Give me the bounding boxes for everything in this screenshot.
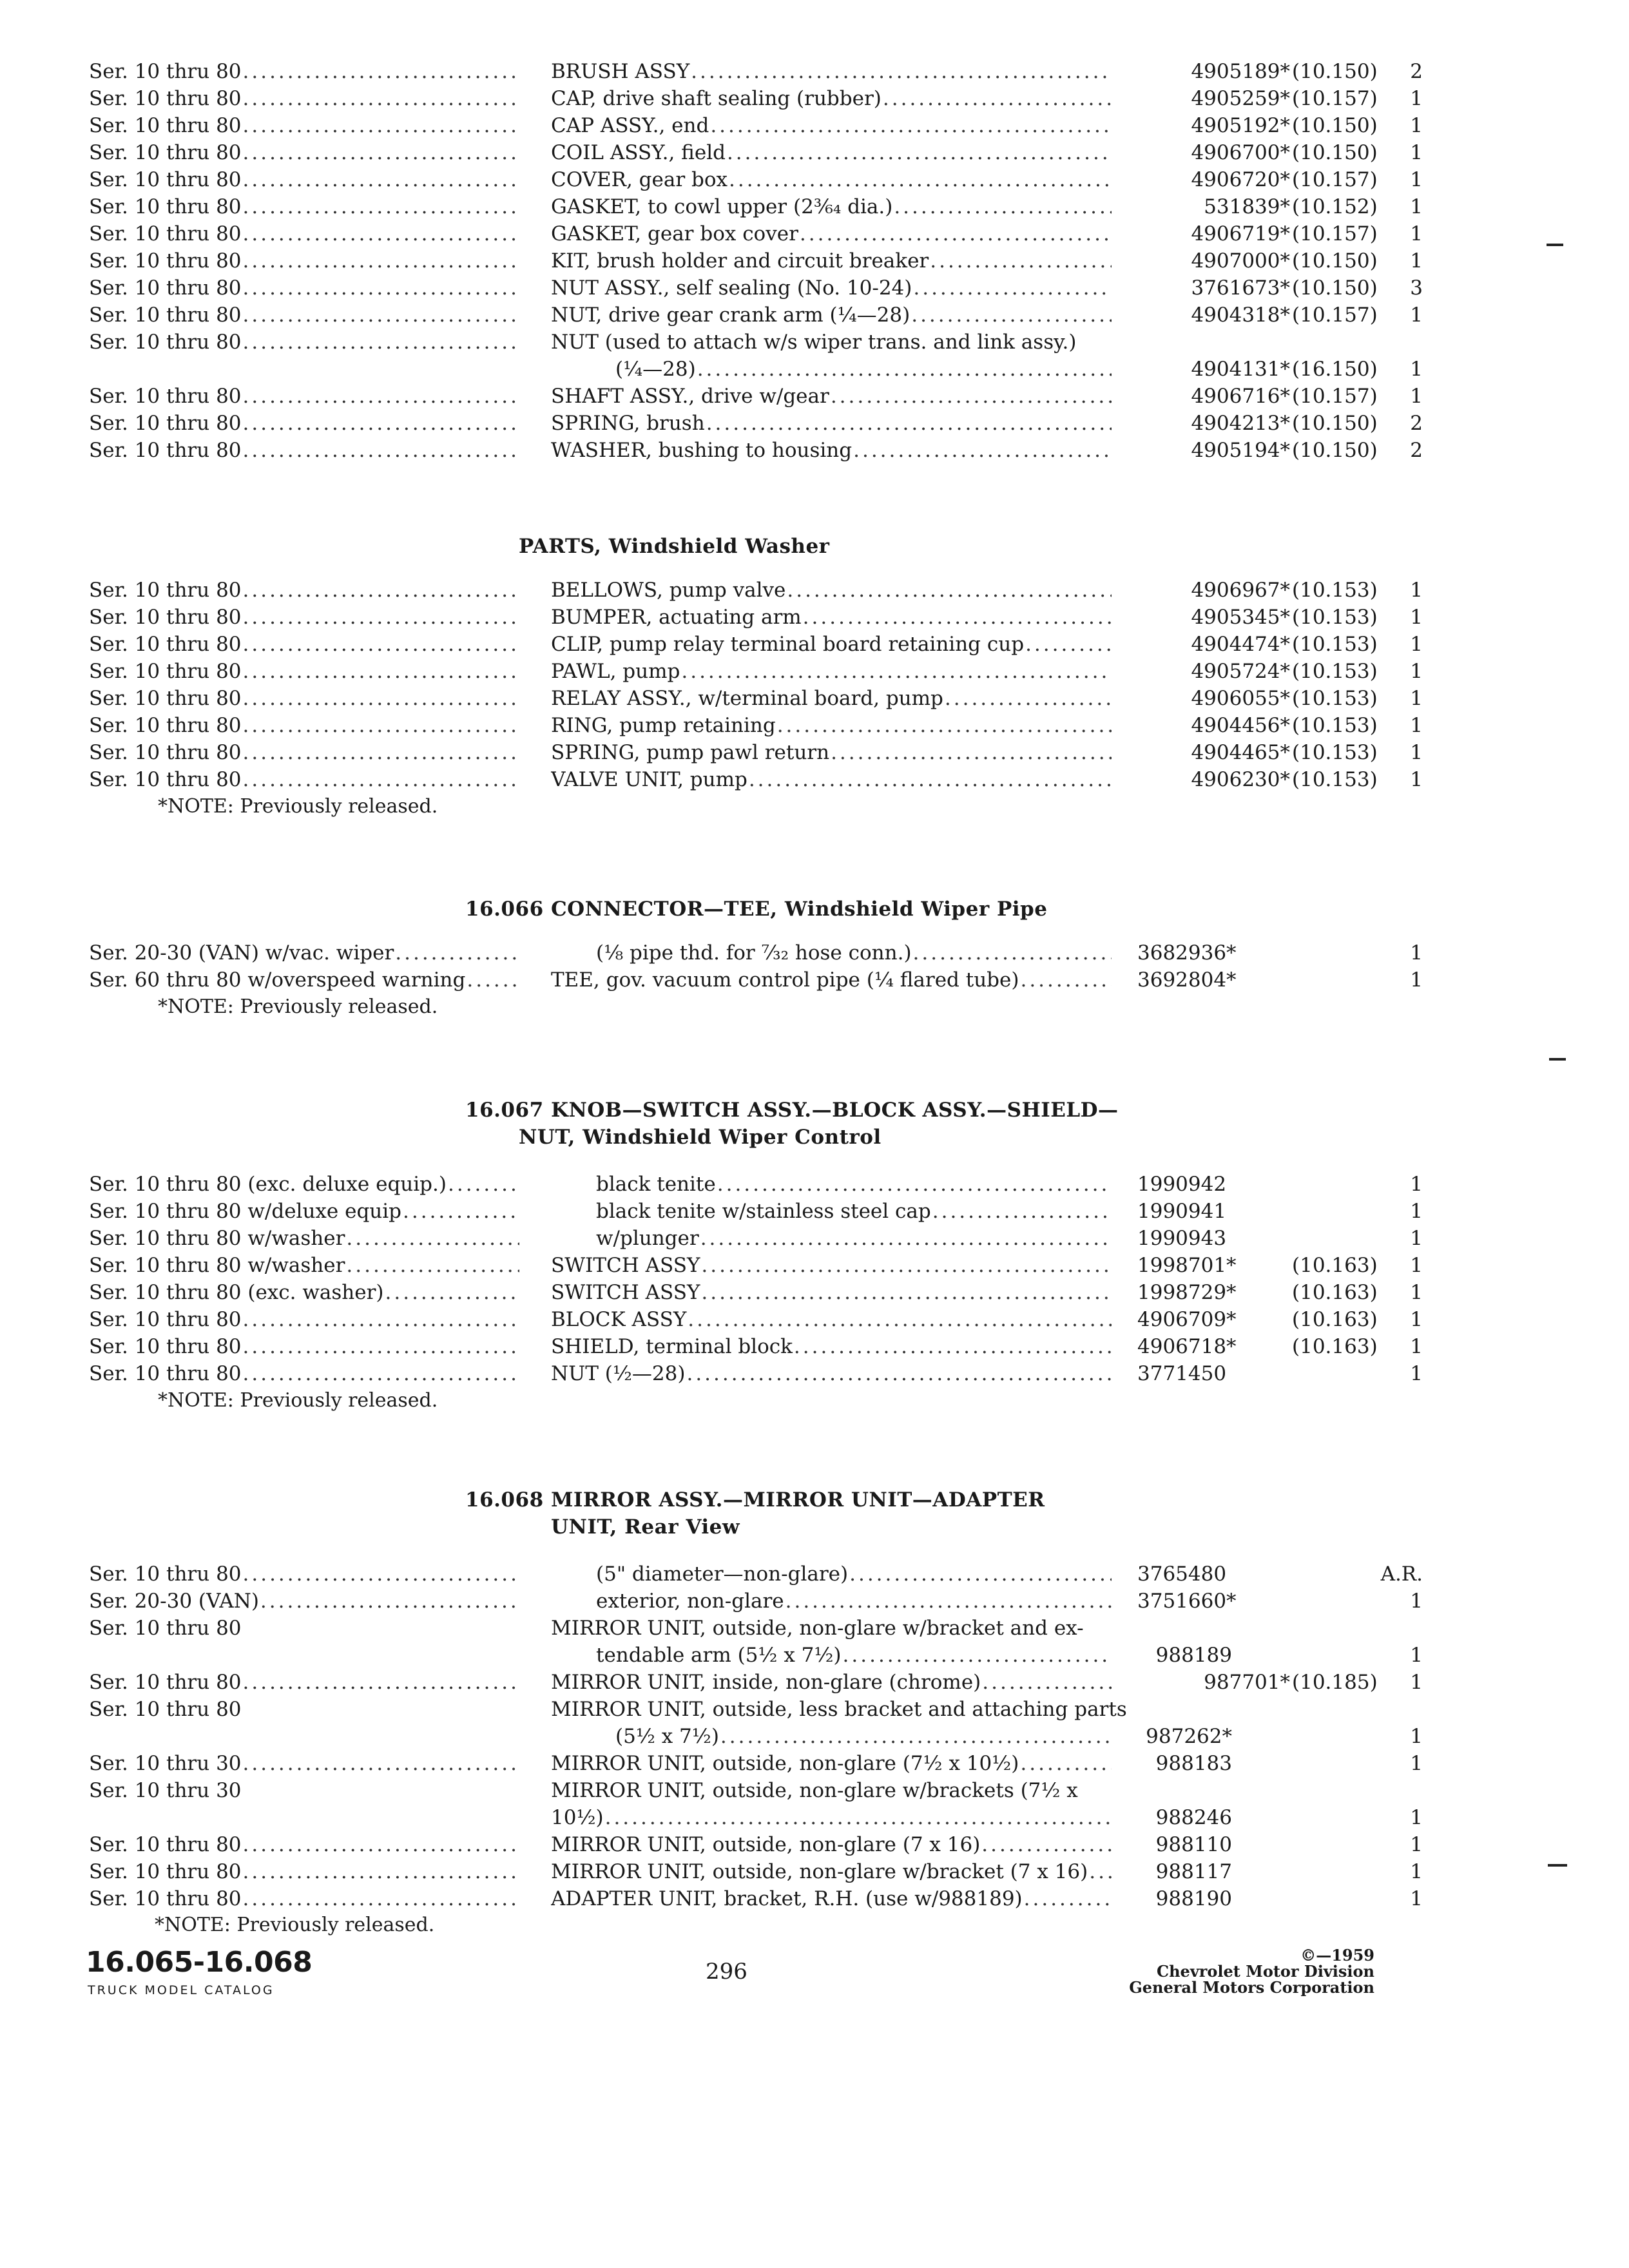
application: Ser. 10 thru 80 [89,1617,242,1640]
margin-mark [1547,244,1563,246]
application: Ser. 10 thru 80 [89,412,242,435]
application: Ser. 10 thru 80 [89,1833,242,1856]
part-number: 4906720* [1191,168,1290,191]
description: MIRROR UNIT, outside, non-glare w/bracket and ex- [551,1617,1084,1640]
part-number: 988183 [1155,1752,1232,1775]
illustration-ref: (10.163) [1292,1308,1378,1331]
part-number: 4906230* [1191,768,1290,791]
description: TEE, gov. vacuum control pipe (¼ flared tube) [551,968,1019,992]
description: MIRROR UNIT, outside, non-glare (7 x 16) [551,1833,981,1856]
illustration-ref: (10.153) [1292,741,1378,764]
part-number: 4906718* [1137,1335,1237,1358]
description: NUT, drive gear crank arm (¼—28) [551,303,911,327]
illustration-ref: (10.150) [1292,276,1378,300]
application: Ser. 10 thru 80 [89,331,242,354]
application: Ser. 10 thru 80 (exc. washer) [89,1281,384,1304]
part-number: 1998729* [1137,1281,1237,1304]
description: w/plunger [596,1227,699,1250]
application: Ser. 10 thru 80 [89,741,242,764]
illustration-ref: (16.150) [1292,358,1378,381]
margin-mark [1548,1864,1567,1867]
part-number: 988117 [1155,1860,1232,1883]
part-number: 4906055* [1191,687,1290,710]
description: BLOCK ASSY [551,1308,687,1331]
illustration-ref: (10.150) [1292,60,1378,83]
quantity: 1 [1410,1173,1423,1196]
publisher-block [1129,1947,1374,1995]
description: CLIP, pump relay terminal board retaining cup [551,633,1025,656]
application: Ser. 10 thru 80 [89,633,242,656]
section-title: MIRROR ASSY.—MIRROR UNIT—ADAPTER [551,1488,1045,1512]
part-number: 4906716* [1191,385,1290,408]
application: Ser. 20-30 (VAN) [89,1590,259,1613]
footnote: *NOTE: Previously released. [155,1914,435,1936]
application: Ser. 10 thru 80 [89,249,242,273]
application: Ser. 10 thru 80 [89,385,242,408]
quantity: 1 [1410,249,1423,273]
part-number: 987701* [1204,1671,1290,1694]
quantity: 1 [1410,1281,1423,1304]
description: (⅛ pipe thd. for ⁷⁄₃₂ hose conn.) [596,941,912,965]
application: Ser. 10 thru 80 [89,1308,242,1331]
description: MIRROR UNIT, outside, less bracket and attaching parts [551,1698,1127,1721]
part-number: 4905724* [1191,660,1290,683]
description: NUT (used to attach w/s wiper trans. and link assy.) [551,331,1077,354]
application: Ser. 10 thru 80 [89,1335,242,1358]
illustration-ref: (10.185) [1292,1671,1378,1694]
quantity: 1 [1410,195,1423,218]
description: CAP, drive shaft sealing (rubber) [551,87,882,110]
quantity: 1 [1410,660,1423,683]
part-number: 4905192* [1191,114,1290,137]
quantity: 1 [1410,303,1423,327]
part-number: 531839* [1204,195,1290,218]
part-number: 4904456* [1191,714,1290,737]
illustration-ref: (10.157) [1292,303,1378,327]
page-number: 296 [706,1959,747,1984]
part-number: 988246 [1155,1806,1232,1829]
quantity: 1 [1410,222,1423,245]
application: Ser. 10 thru 80 w/deluxe equip [89,1200,402,1223]
quantity: 1 [1410,141,1423,164]
part-number: 4904318* [1191,303,1290,327]
illustration-ref: (10.157) [1292,168,1378,191]
quantity: 1 [1410,1644,1423,1667]
application: Ser. 10 thru 80 [89,141,242,164]
part-number: 1998701* [1137,1254,1237,1277]
part-number: 988110 [1155,1833,1232,1856]
description: GASKET, gear box cover [551,222,798,245]
description: ADAPTER UNIT, bracket, R.H. (use w/988189) [551,1887,1023,1910]
quantity: 1 [1410,714,1423,737]
illustration-ref: (10.153) [1292,633,1378,656]
description: SPRING, pump pawl return [551,741,830,764]
quantity: 1 [1410,1308,1423,1331]
illustration-ref: (10.157) [1292,222,1378,245]
quantity: 1 [1410,1362,1423,1385]
quantity: 1 [1410,606,1423,629]
application: Ser. 10 thru 80 [89,168,242,191]
description: WASHER, bushing to housing [551,439,853,462]
application: Ser. 10 thru 80 [89,1671,242,1694]
section-heading: PARTS, Windshield Washer [519,535,830,558]
part-number: 4906719* [1191,222,1290,245]
part-number: 3771450 [1137,1362,1227,1385]
description: RING, pump retaining [551,714,776,737]
section-heading [465,1488,1045,1512]
application: Ser. 10 thru 80 [89,195,242,218]
description: SWITCH ASSY [551,1254,700,1277]
description-continued: 10½) [551,1806,604,1829]
quantity: 1 [1410,1254,1423,1277]
illustration-ref: (10.150) [1292,439,1378,462]
part-number: 4906967* [1191,579,1290,602]
description: CAP ASSY., end [551,114,709,137]
copyright: ©—1959 [1300,1946,1374,1965]
description: GASKET, to cowl upper (2³⁄₆₄ dia.) [551,195,893,218]
quantity: 1 [1410,941,1423,965]
application: Ser. 10 thru 80 [89,60,242,83]
quantity: 1 [1410,87,1423,110]
section-title: KNOB—SWITCH ASSY.—BLOCK ASSY.—SHIELD— [551,1099,1119,1122]
description: BUMPER, actuating arm [551,606,802,629]
catalog-name: TRUCK MODEL CATALOG [88,1983,275,1997]
illustration-ref: (10.150) [1292,114,1378,137]
part-number: 4905259* [1191,87,1290,110]
quantity: 2 [1410,412,1423,435]
illustration-ref: (10.163) [1292,1254,1378,1277]
illustration-ref: (10.150) [1292,412,1378,435]
quantity: 1 [1410,579,1423,602]
quantity: 1 [1410,1806,1423,1829]
illustration-ref: (10.153) [1292,579,1378,602]
division: Chevrolet Motor Division [1157,1962,1374,1981]
margin-mark [1549,1058,1566,1061]
quantity: 1 [1410,687,1423,710]
application: Ser. 10 thru 80 [89,660,242,683]
application: Ser. 10 thru 80 [89,1887,242,1910]
quantity: 1 [1410,1200,1423,1223]
section-title-line-2: NUT, Windshield Wiper Control [519,1126,882,1149]
quantity: 1 [1410,1752,1423,1775]
quantity: 1 [1410,1725,1423,1748]
quantity: 1 [1410,968,1423,992]
quantity: 3 [1410,276,1423,300]
application: Ser. 10 thru 80 [89,714,242,737]
description: VALVE UNIT, pump [551,768,747,791]
quantity: 1 [1410,1671,1423,1694]
description: COVER, gear box [551,168,728,191]
part-number: 4906700* [1191,141,1290,164]
quantity: 1 [1410,168,1423,191]
application: Ser. 10 thru 80 [89,114,242,137]
part-number: 4904213* [1191,412,1290,435]
footnote: *NOTE: Previously released. [158,995,438,1018]
quantity: 1 [1410,1335,1423,1358]
quantity: 1 [1410,633,1423,656]
illustration-ref: (10.157) [1292,385,1378,408]
section-heading [465,898,1047,921]
section-heading [465,1099,1119,1122]
application: Ser. 10 thru 80 [89,303,242,327]
part-number: 987262* [1146,1725,1232,1748]
description-continued: tendable arm (5½ x 7½) [596,1644,842,1667]
part-number: 1990942 [1137,1173,1227,1196]
application: Ser. 10 thru 80 [89,1362,242,1385]
description: KIT, brush holder and circuit breaker [551,249,929,273]
description: BELLOWS, pump valve [551,579,786,602]
section-number: 16.067 [465,1099,544,1122]
footnote: *NOTE: Previously released. [158,1389,438,1412]
description: MIRROR UNIT, outside, non-glare (7½ x 10½) [551,1752,1019,1775]
illustration-ref: (10.153) [1292,714,1378,737]
application: Ser. 10 thru 80 [89,87,242,110]
illustration-ref: (10.153) [1292,768,1378,791]
illustration-ref: (10.150) [1292,249,1378,273]
part-number: 4904131* [1191,358,1290,381]
quantity: 1 [1410,1227,1423,1250]
application: Ser. 10 thru 80 (exc. deluxe equip.) [89,1173,447,1196]
description: COIL ASSY., field [551,141,726,164]
description: SWITCH ASSY [551,1281,700,1304]
application: Ser. 10 thru 80 [89,579,242,602]
application: Ser. 10 thru 80 w/washer [89,1254,345,1277]
section-title-line-2: UNIT, Rear View [551,1515,740,1539]
section-range-code: 16.065-16.068 [86,1946,313,1979]
description: PAWL, pump [551,660,680,683]
illustration-ref: (10.150) [1292,141,1378,164]
quantity: 1 [1410,1590,1423,1613]
application: Ser. 20-30 (VAN) w/vac. wiper [89,941,394,965]
application: Ser. 10 thru 80 [89,606,242,629]
part-number: 3761673* [1191,276,1290,300]
application: Ser. 10 thru 30 [89,1752,242,1775]
application: Ser. 10 thru 80 [89,1698,242,1721]
application: Ser. 10 thru 80 w/washer [89,1227,345,1250]
part-number: 4905194* [1191,439,1290,462]
quantity: 1 [1410,1860,1423,1883]
description: black tenite w/stainless steel cap [596,1200,931,1223]
part-number: 3692804* [1137,968,1237,992]
description: MIRROR UNIT, inside, non-glare (chrome) [551,1671,981,1694]
quantity: 1 [1410,114,1423,137]
quantity: A.R. [1380,1562,1423,1586]
part-number: 1990941 [1137,1200,1227,1223]
description: BRUSH ASSY [551,60,690,83]
section-number: 16.066 [465,898,544,921]
illustration-ref: (10.153) [1292,660,1378,683]
description: MIRROR UNIT, outside, non-glare w/bracket (7 x 16) [551,1860,1088,1883]
application: Ser. 10 thru 30 [89,1779,242,1802]
illustration-ref: (10.163) [1292,1335,1378,1358]
part-number: 4904465* [1191,741,1290,764]
quantity: 1 [1410,741,1423,764]
part-number: 1990943 [1137,1227,1227,1250]
description: SPRING, brush [551,412,705,435]
section-title: CONNECTOR—TEE, Windshield Wiper Pipe [551,898,1048,921]
application: Ser. 10 thru 80 [89,687,242,710]
footnote: *NOTE: Previously released. [158,795,438,818]
part-number: 3765480 [1137,1562,1227,1586]
quantity: 2 [1410,60,1423,83]
description: (5" diameter—non-glare) [596,1562,849,1586]
description-continued: (¼—28) [615,358,696,381]
application: Ser. 10 thru 80 [89,1860,242,1883]
quantity: 1 [1410,768,1423,791]
illustration-ref: (10.153) [1292,687,1378,710]
description: NUT (½—28) [551,1362,686,1385]
illustration-ref: (10.153) [1292,606,1378,629]
quantity: 1 [1410,385,1423,408]
illustration-ref: (10.157) [1292,87,1378,110]
illustration-ref: (10.152) [1292,195,1378,218]
part-number: 988190 [1155,1887,1232,1910]
description: RELAY ASSY., w/terminal board, pump [551,687,943,710]
application: Ser. 10 thru 80 [89,768,242,791]
quantity: 1 [1410,1887,1423,1910]
part-number: 988189 [1155,1644,1232,1667]
description: SHIELD, terminal block [551,1335,793,1358]
part-number: 4905345* [1191,606,1290,629]
illustration-ref: (10.163) [1292,1281,1378,1304]
part-number: 4905189* [1191,60,1290,83]
description: exterior, non-glare [596,1590,784,1613]
part-number: 4907000* [1191,249,1290,273]
application: Ser. 10 thru 80 [89,439,242,462]
quantity: 2 [1410,439,1423,462]
description: MIRROR UNIT, outside, non-glare w/brackets (7½ x [551,1779,1078,1802]
description: NUT ASSY., self sealing (No. 10-24) [551,276,912,300]
description-continued: (5½ x 7½) [615,1725,719,1748]
application: Ser. 10 thru 80 [89,1562,242,1586]
description: SHAFT ASSY., drive w/gear [551,385,829,408]
section-number: 16.068 [465,1488,544,1512]
part-number: 4906709* [1137,1308,1237,1331]
part-number: 4904474* [1191,633,1290,656]
part-number: 3682936* [1137,941,1237,965]
application: Ser. 10 thru 80 [89,276,242,300]
application: Ser. 10 thru 80 [89,222,242,245]
corporation: General Motors Corporation [1129,1978,1374,1997]
application: Ser. 60 thru 80 w/overspeed warning [89,968,466,992]
quantity: 1 [1410,358,1423,381]
description: black tenite [596,1173,716,1196]
quantity: 1 [1410,1833,1423,1856]
part-number: 3751660* [1137,1590,1237,1613]
